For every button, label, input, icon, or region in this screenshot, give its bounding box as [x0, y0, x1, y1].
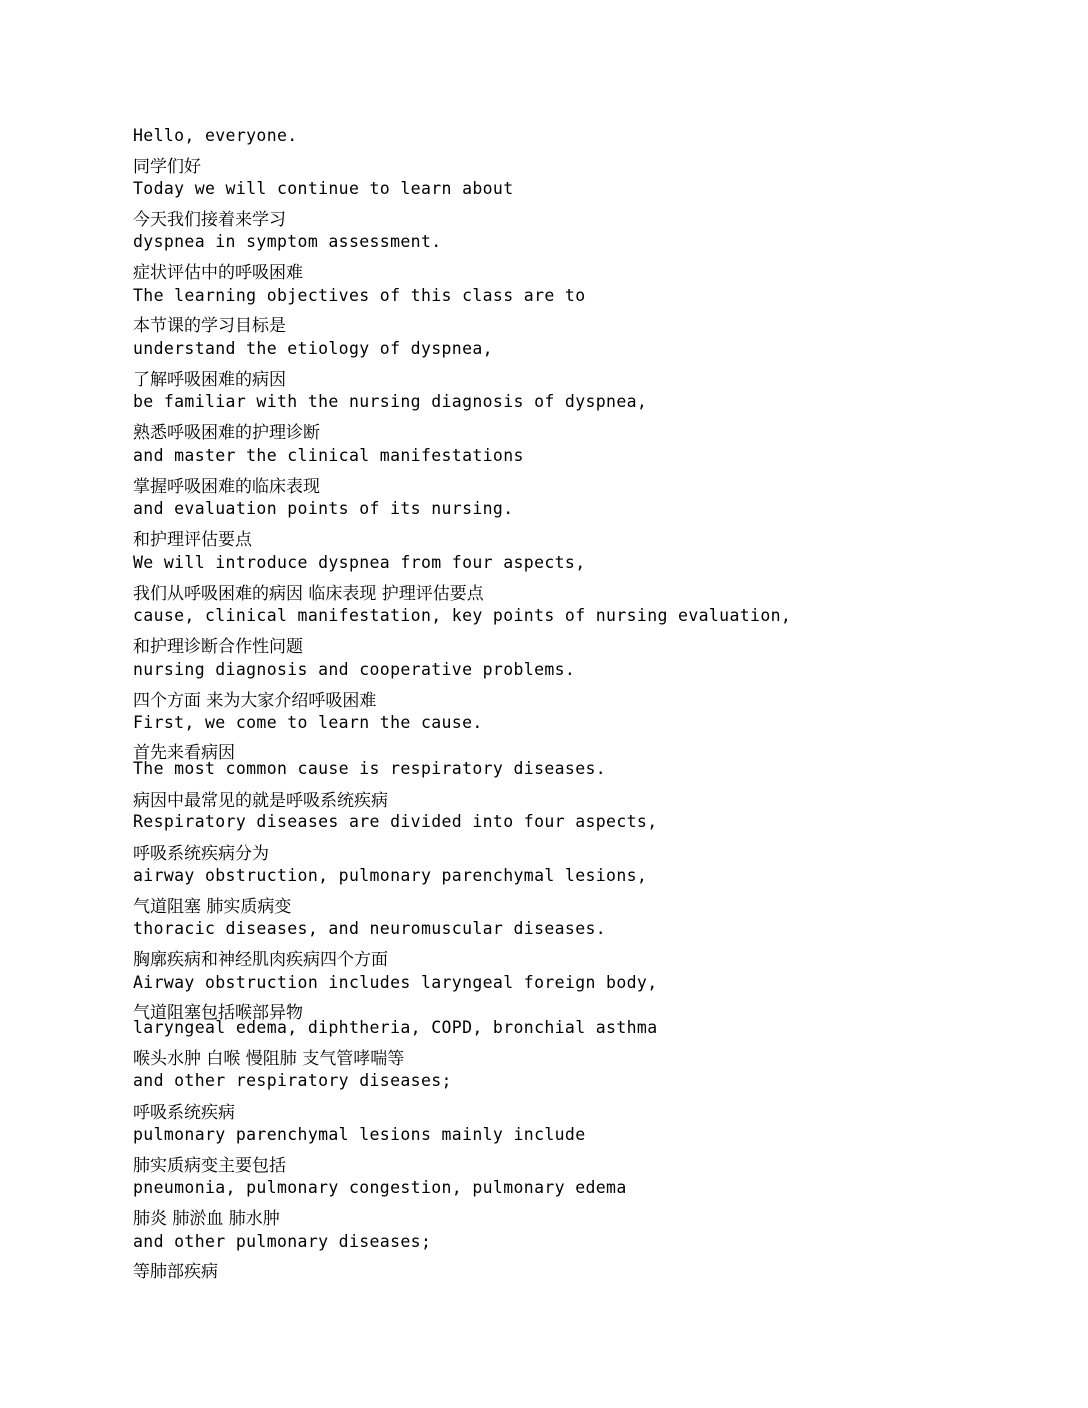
transcript-line-english: The learning objectives of this class are to — [133, 286, 586, 305]
transcript-line-english: dyspnea in symptom assessment. — [133, 232, 442, 251]
transcript-line-english: nursing diagnosis and cooperative problems. — [133, 660, 576, 679]
transcript-line-english: Respiratory diseases are divided into four aspects, — [133, 812, 658, 831]
transcript-line-english: Today we will continue to learn about — [133, 179, 514, 198]
transcript-line-english: be familiar with the nursing diagnosis of dyspnea, — [133, 392, 648, 411]
transcript-line-english: cause, clinical manifestation, key points of nursing evaluation, — [133, 606, 792, 625]
transcript-line-english: and other pulmonary diseases; — [133, 1232, 432, 1251]
transcript-line-english: laryngeal edema, diphtheria, COPD, bronchial asthma — [133, 1018, 658, 1037]
transcript-line-chinese: 四个方面 来为大家介绍呼吸困难 — [133, 691, 377, 711]
transcript-line-chinese: 喉头水肿 白喉 慢阻肺 支气管哮喘等 — [133, 1049, 405, 1069]
transcript-line-chinese: 肺实质病变主要包括 — [133, 1156, 286, 1176]
transcript-line-chinese: 胸廓疾病和神经肌肉疾病四个方面 — [133, 950, 388, 970]
transcript-line-chinese: 掌握呼吸困难的临床表现 — [133, 477, 320, 497]
transcript-line-english: Hello, everyone. — [133, 126, 298, 145]
transcript-line-chinese: 等肺部疾病 — [133, 1262, 218, 1282]
transcript-line-english: thoracic diseases, and neuromuscular diseases. — [133, 919, 607, 938]
transcript-line-chinese: 呼吸系统疾病分为 — [133, 844, 269, 864]
transcript-line-chinese: 和护理诊断合作性问题 — [133, 637, 303, 657]
transcript-line-chinese: 病因中最常见的就是呼吸系统疾病 — [133, 791, 388, 811]
transcript-line-chinese: 本节课的学习目标是 — [133, 316, 286, 336]
transcript-line-english: The most common cause is respiratory diseases. — [133, 759, 607, 778]
transcript-line-english: understand the etiology of dyspnea, — [133, 339, 493, 358]
transcript-line-chinese: 今天我们接着来学习 — [133, 210, 286, 230]
transcript-line-english: Airway obstruction includes laryngeal foreign body, — [133, 973, 658, 992]
transcript-line-english: and other respiratory diseases; — [133, 1071, 452, 1090]
transcript-line-chinese: 了解呼吸困难的病因 — [133, 370, 286, 390]
transcript-line-chinese: 我们从呼吸困难的病因 临床表现 护理评估要点 — [133, 584, 484, 604]
transcript-line-english: We will introduce dyspnea from four aspects, — [133, 553, 586, 572]
transcript-line-english: First, we come to learn the cause. — [133, 713, 483, 732]
transcript-line-english: pulmonary parenchymal lesions mainly include — [133, 1125, 586, 1144]
transcript-line-chinese: 同学们好 — [133, 157, 201, 177]
transcript-line-english: airway obstruction, pulmonary parenchymal lesions, — [133, 866, 648, 885]
transcript-line-chinese: 气道阻塞包括喉部异物 — [133, 1003, 303, 1023]
transcript-line-chinese: 首先来看病因 — [133, 743, 235, 763]
transcript-line-english: and evaluation points of its nursing. — [133, 499, 514, 518]
transcript-line-chinese: 气道阻塞 肺实质病变 — [133, 897, 292, 917]
transcript-line-chinese: 肺炎 肺淤血 肺水肿 — [133, 1209, 280, 1229]
transcript-line-chinese: 和护理评估要点 — [133, 530, 252, 550]
transcript-line-english: and master the clinical manifestations — [133, 446, 524, 465]
transcript-line-chinese: 呼吸系统疾病 — [133, 1103, 235, 1123]
transcript-line-english: pneumonia, pulmonary congestion, pulmonary edema — [133, 1178, 627, 1197]
transcript-line-chinese: 症状评估中的呼吸困难 — [133, 263, 303, 283]
transcript-line-chinese: 熟悉呼吸困难的护理诊断 — [133, 423, 320, 443]
